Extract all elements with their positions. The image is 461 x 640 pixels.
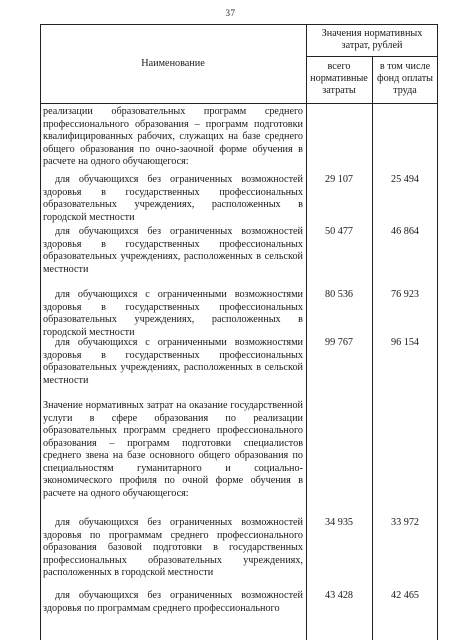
- row-7-text: для обучающихся без ограниченных возможностей здоровья по программам среднего профессионального: [43, 590, 303, 614]
- header-values-group: Значения нормативных затрат, рублей: [321, 28, 423, 51]
- row-6-total: 34 935: [324, 517, 353, 528]
- page-number: 37: [225, 8, 236, 18]
- row-5-text: Значение нормативных затрат на оказание государственной услуги в сфере образования по реализации образовательных программ среднего профессионального образования – программ подготовки специалистов среднего звена на базе основного общего образования по специальностям гуманитарного и социально-экономического профиля по очной форме обучения в расчете на одного обучающегося:: [43, 400, 303, 499]
- header-bottom-border: [40, 103, 438, 104]
- row-3-total: 80 536: [324, 289, 353, 300]
- right-border: [437, 24, 438, 640]
- header-name: Наименование: [141, 58, 205, 69]
- row-3-text: для обучающихся с ограниченными возможностями здоровья в государственных профессиональных образовательных учреждениях, расположенных в городской местности: [43, 289, 303, 338]
- row-2-payroll: 46 864: [390, 226, 419, 237]
- name-col-divider: [306, 24, 307, 640]
- row-4-payroll: 96 154: [390, 337, 419, 348]
- row-7-total: 43 428: [324, 590, 353, 601]
- row-4-text: для обучающихся с ограниченными возможностями здоровья в государственных профессиональных образовательных учреждениях, расположенных в сельской местности: [43, 337, 303, 386]
- left-border: [40, 24, 41, 640]
- row-1-total: 29 107: [324, 174, 353, 185]
- header-payroll: в том числе фонд оплаты труда: [376, 61, 434, 96]
- row-3-payroll: 76 923: [390, 289, 419, 300]
- row-6-text: для обучающихся без ограниченных возможностей здоровья по программам среднего профессионального образования базовой подготовки в государственных профессиональных образовательных учреждениях, расположенных в городской местности: [43, 517, 303, 578]
- row-2-total: 50 477: [324, 226, 353, 237]
- table-top-border: [40, 24, 438, 25]
- row-2-text: для обучающихся без ограниченных возможностей здоровья в государственных профессиональных образовательных учреждениях, расположенных в сельской местности: [43, 226, 303, 275]
- row-7-payroll: 42 465: [390, 590, 419, 601]
- row-4-total: 99 767: [324, 337, 353, 348]
- row-1-payroll: 25 494: [390, 174, 419, 185]
- cost-table: [40, 24, 438, 640]
- row-1-text: для обучающихся без ограниченных возможностей здоровья в государственных профессиональных образовательных учреждениях, расположенных в городской местности: [43, 174, 303, 223]
- row-6-payroll: 33 972: [390, 517, 419, 528]
- header-total: всего нормативные затраты: [310, 61, 368, 96]
- row-0-text: реализации образовательных программ среднего профессионального образования – программ подготовки квалифицированных рабочих, служащих на базе среднего общего образования по очно-заочной форме обучения в расчете на одного обучающегося:: [43, 106, 303, 167]
